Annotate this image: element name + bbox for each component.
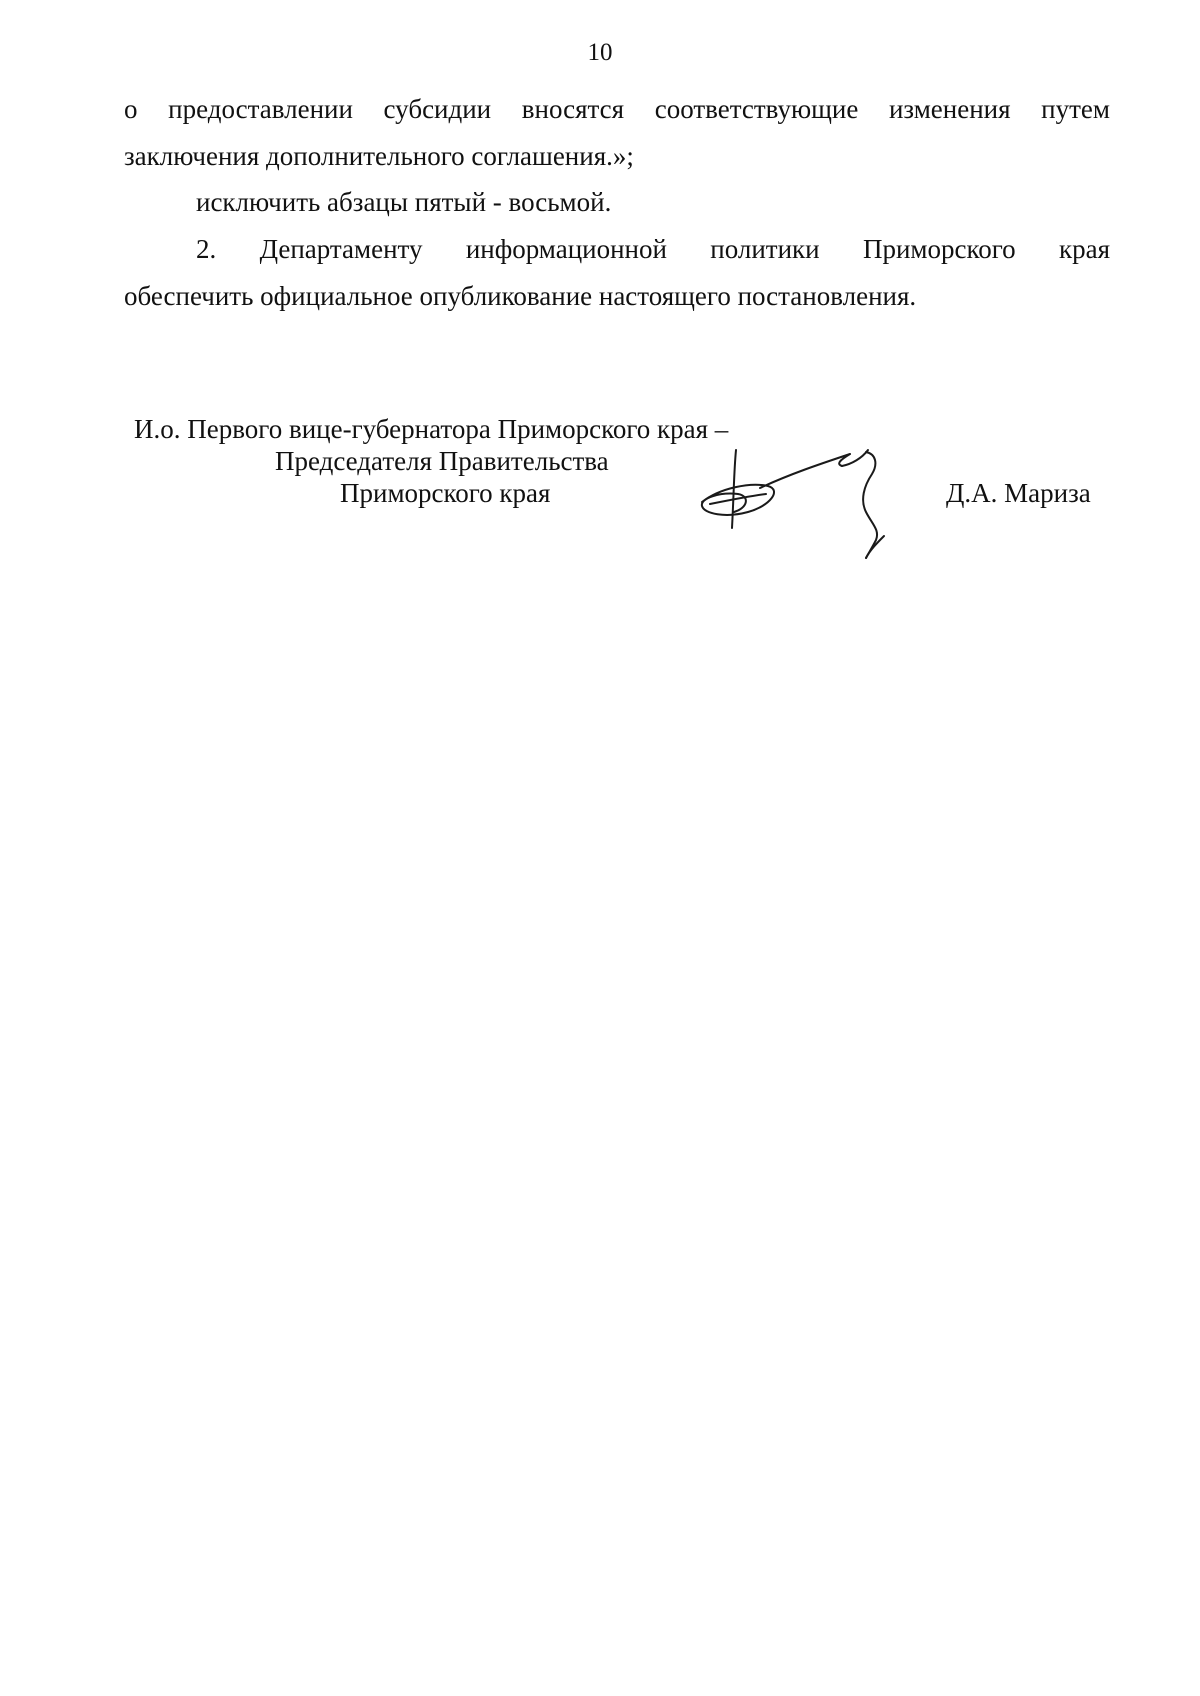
paragraph-line-3: исключить абзацы пятый - восьмой. xyxy=(196,187,612,217)
signatory-title-line-3: Приморского края xyxy=(340,478,551,508)
handwritten-signature xyxy=(690,430,920,560)
paragraph-line-5: обеспечить официальное опубликование настоящего постановления. xyxy=(124,281,917,311)
page-number: 10 xyxy=(587,39,613,66)
paragraph-line-4: 2. Департаменту информационной политики Приморского края xyxy=(196,234,1110,264)
signatory-name: Д.А. Мариза xyxy=(946,478,1091,508)
paragraph-line-1: о предоставлении субсидии вносятся соответствующие изменения путем xyxy=(124,94,1110,124)
signatory-title-line-1: И.о. Первого вице-губернатора Приморского края – xyxy=(134,414,729,444)
paragraph-line-2: заключения дополнительного соглашения.»; xyxy=(124,141,634,171)
signatory-title-line-2: Председателя Правительства xyxy=(275,446,609,476)
